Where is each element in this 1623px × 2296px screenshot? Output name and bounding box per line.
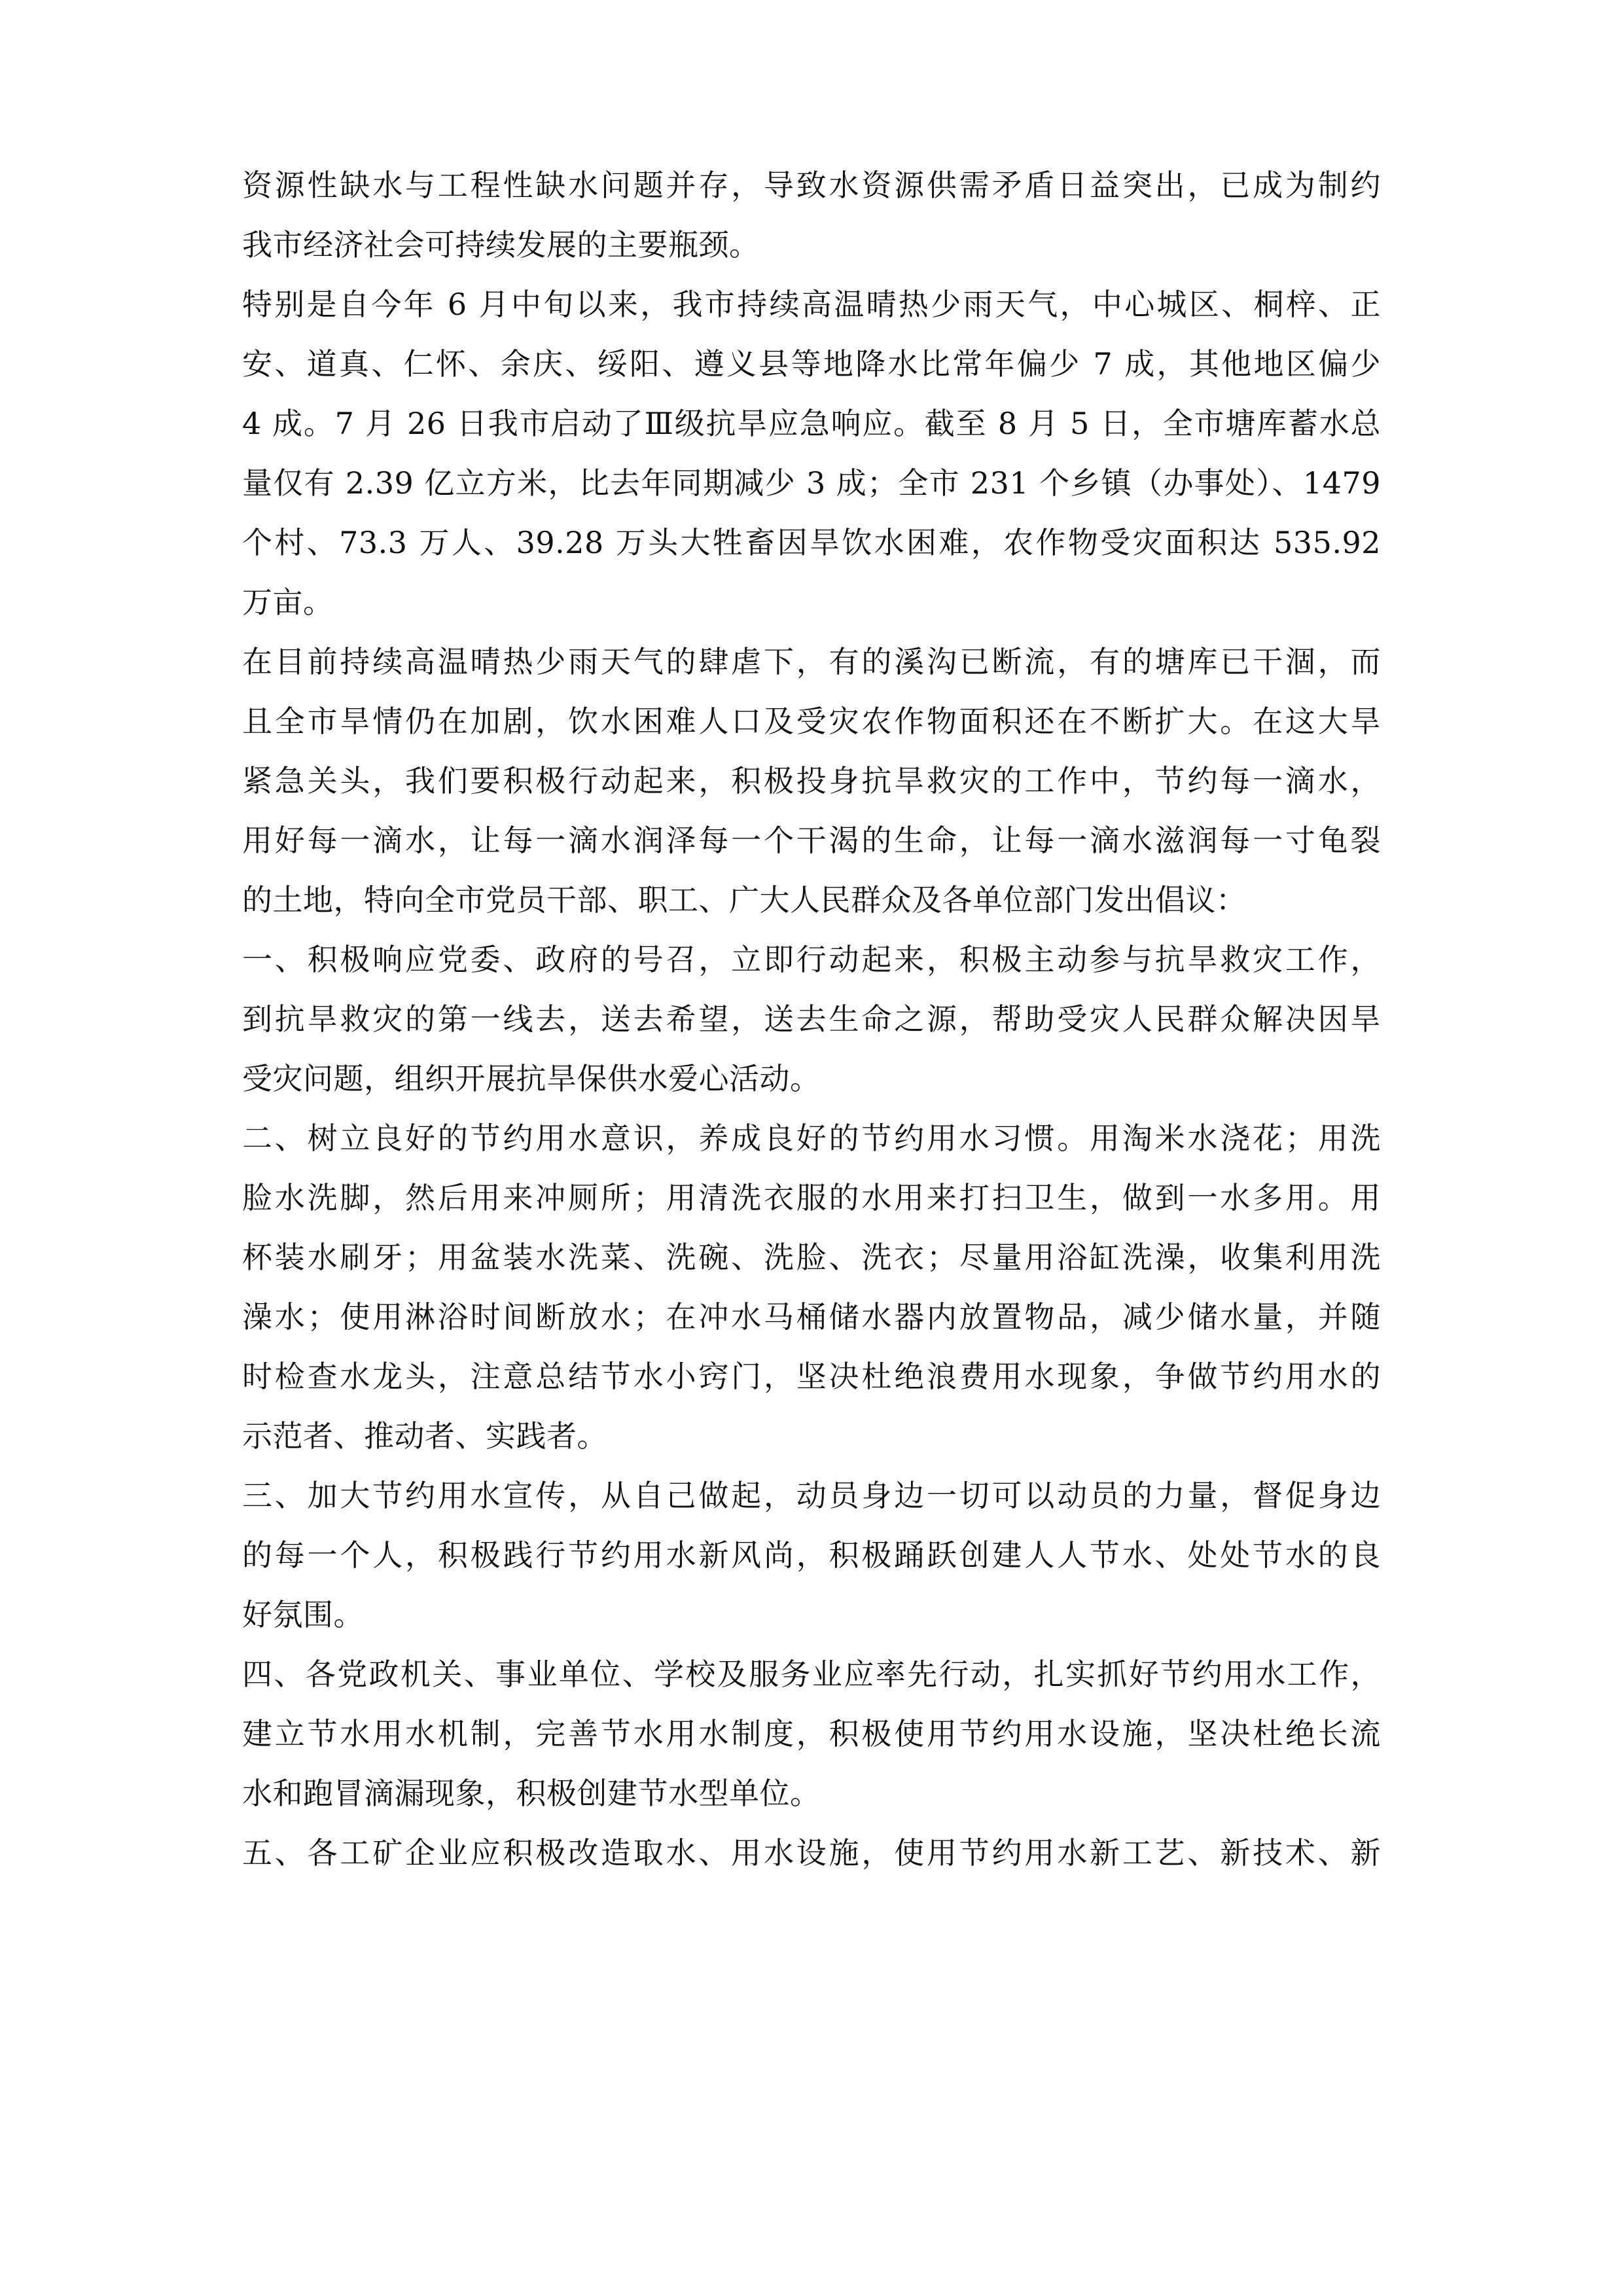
text-line: 万亩。 <box>242 584 334 620</box>
paragraph-intro-continued <box>242 156 1381 275</box>
text-line: 四、各党政机关、事业单位、学校及服务业应率先行动，扎实抓好节约用水工作， <box>242 1657 1381 1692</box>
text-line: 三、加大节约用水宣传，从自己做起，动员身边一切可以动员的力量，督促身边 <box>242 1478 1381 1513</box>
text-line: 一、积极响应党委、政府的号召，立即行动起来，积极主动参与抗旱救灾工作， <box>242 942 1381 977</box>
text-line: 五、各工矿企业应积极改造取水、用水设施，使用节约用水新工艺、新技术、新 <box>242 1835 1381 1871</box>
text-line: 个村、73.3 万人、39.28 万头大牲畜因旱饮水困难，农作物受灾面积达 535.92 <box>242 525 1381 560</box>
paragraph-proposal-2 <box>242 1109 1381 1466</box>
text-line: 好氛围。 <box>242 1597 364 1632</box>
text-line: 水和跑冒滴漏现象，积极创建节水型单位。 <box>242 1776 821 1811</box>
text-line: 用好每一滴水，让每一滴水润泽每一个干渴的生命，让每一滴水滋润每一寸龟裂 <box>242 823 1381 858</box>
text-line: 4 成。7 月 26 日我市启动了Ⅲ级抗旱应急响应。截至 8 月 5 日，全市塘库蓄水总 <box>242 406 1381 441</box>
text-line: 时检查水龙头，注意总结节水小窍门，坚决杜绝浪费用水现象，争做节约用水的 <box>242 1359 1381 1394</box>
paragraph-proposal-4 <box>242 1645 1381 1823</box>
paragraph-call-to-action <box>242 632 1381 930</box>
text-line: 建立节水用水机制，完善节水用水制度，积极使用节约用水设施，坚决杜绝长流 <box>242 1716 1381 1751</box>
text-line: 脸水洗脚，然后用来冲厕所；用清洗衣服的水用来打扫卫生，做到一水多用。用 <box>242 1180 1381 1215</box>
paragraph-proposal-1 <box>242 930 1381 1109</box>
text-line: 量仅有 2.39 亿立方米，比去年同期减少 3 成；全市 231 个乡镇（办事处）、1479 <box>242 465 1381 501</box>
paragraph-proposal-5 <box>242 1823 1381 1883</box>
paragraph-proposal-3 <box>242 1466 1381 1645</box>
text-line: 资源性缺水与工程性缺水问题并存，导致水资源供需矛盾日益突出，已成为制约 <box>242 168 1381 203</box>
paragraph-drought-situation <box>242 275 1381 632</box>
text-line: 杯装水刷牙；用盆装水洗菜、洗碗、洗脸、洗衣；尽量用浴缸洗澡，收集利用洗 <box>242 1240 1381 1275</box>
text-line: 到抗旱救灾的第一线去，送去希望，送去生命之源，帮助受灾人民群众解决因旱 <box>242 1001 1381 1037</box>
text-line: 我市经济社会可持续发展的主要瓶颈。 <box>242 227 760 262</box>
text-line: 的土地，特向全市党员干部、职工、广大人民群众及各单位部门发出倡议： <box>242 882 1247 918</box>
text-line: 在目前持续高温晴热少雨天气的肆虐下，有的溪沟已断流，有的塘库已干涸，而 <box>242 644 1381 679</box>
document-page <box>242 156 1381 1883</box>
text-line: 且全市旱情仍在加剧，饮水困难人口及受灾农作物面积还在不断扩大。在这大旱 <box>242 704 1381 739</box>
text-line: 示范者、推动者、实践者。 <box>242 1418 607 1454</box>
text-line: 安、道真、仁怀、余庆、绥阳、遵义县等地降水比常年偏少 7 成，其他地区偏少 <box>242 346 1381 382</box>
text-line: 紧急关头，我们要积极行动起来，积极投身抗旱救灾的工作中，节约每一滴水， <box>242 763 1381 798</box>
text-line: 受灾问题，组织开展抗旱保供水爱心活动。 <box>242 1061 821 1096</box>
text-line: 的每一个人，积极践行节约用水新风尚，积极踊跃创建人人节水、处处节水的良 <box>242 1537 1381 1573</box>
text-line: 二、树立良好的节约用水意识，养成良好的节约用水习惯。用淘米水浇花；用洗 <box>242 1121 1381 1156</box>
text-line: 澡水；使用淋浴时间断放水；在冲水马桶储水器内放置物品，减少储水量，并随 <box>242 1299 1381 1335</box>
text-line: 特别是自今年 6 月中旬以来，我市持续高温晴热少雨天气，中心城区、桐梓、正 <box>242 287 1381 322</box>
